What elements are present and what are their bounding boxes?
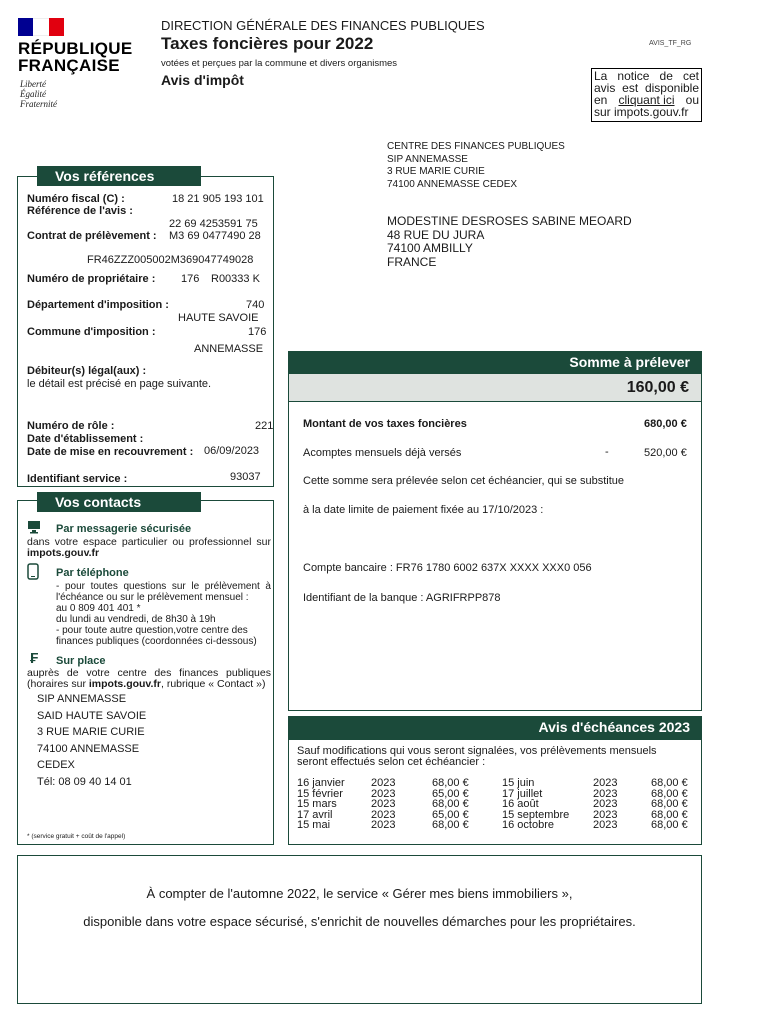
echeance-date: 16 août (502, 798, 539, 810)
contrat-label: Contrat de prélèvement : (27, 230, 157, 242)
sender-line: 3 RUE MARIE CURIE (387, 166, 485, 177)
contacts-title: Vos contacts (37, 492, 201, 512)
somme-amount: 160,00 € (289, 374, 701, 402)
echeance-amount: 68,00 € (432, 819, 469, 831)
somme-text-1: Cette somme sera prélevée selon cet échéancier, qui se substitue (303, 475, 625, 487)
echeance-year: 2023 (593, 808, 618, 821)
echeance-row (502, 819, 688, 831)
commune-label: Commune d'imposition : (27, 326, 156, 338)
logo-devise-3: Fraternité (20, 99, 57, 109)
notice-suffix: ou (685, 93, 699, 107)
echeance-year: 2023 (371, 777, 396, 789)
sender-line: SIP ANNEMASSE (387, 153, 468, 165)
notice-box (591, 68, 702, 122)
franc-icon: ₣ (30, 650, 39, 667)
logo-francaise: FRANÇAISE (18, 56, 120, 75)
etablissement-label: Date d'établissement : (27, 433, 144, 445)
telephone-line: l'échéance ou sur le prélèvement mensuel : (56, 592, 249, 603)
debiteur-label: Débiteur(s) légal(aux) : (27, 365, 147, 377)
logo-devise-2: Égalité (20, 89, 46, 99)
place-line-2 (27, 678, 265, 690)
centre-line: CEDEX (37, 759, 75, 771)
recipient-line: MODESTINE DESROSES SABINE MEOARD (387, 214, 632, 228)
proprietaire-label: Numéro de propriétaire : (27, 273, 156, 285)
echeance-amount: 68,00 € (432, 777, 469, 789)
page-title: Taxes foncières pour 2022 (161, 34, 374, 53)
echeance-amount: 68,00 € (651, 819, 688, 831)
commune-name: ANNEMASSE (194, 343, 264, 355)
montant-value: 680,00 € (644, 418, 687, 430)
echeances-intro (297, 746, 657, 768)
compte-bancaire: Compte bancaire : FR76 1780 6002 637X XXXX XXX0 056 (303, 562, 592, 574)
logo-republique: RÉPUBLIQUE (18, 39, 133, 58)
page-subtitle: votées et perçues par la commune et divers organismes (161, 58, 398, 69)
debiteur-text: le détail est précisé en page suivante. (27, 378, 212, 390)
somme-box (288, 351, 702, 711)
notice-prefix: en (594, 93, 608, 107)
telephone-details (56, 581, 271, 647)
recipient-line: FRANCE (387, 254, 437, 269)
telephone-hours: du lundi au vendredi, de 8h30 à 19h (56, 614, 216, 625)
doc-type: Avis d'impôt (161, 72, 244, 88)
place-prefix: (horaires sur (27, 678, 89, 690)
contrat-value: M3 69 0477490 28 (169, 230, 261, 242)
centre-line: 3 RUE MARIE CURIE (37, 726, 145, 738)
acomptes-sign: - (605, 446, 609, 458)
messagerie-link[interactable]: impots.gouv.fr (27, 547, 100, 559)
role-value: 221 (255, 420, 274, 432)
echeances-intro-line: Sauf modifications qui vous seront signalées, vos prélèvements mensuels (297, 745, 657, 757)
echeance-amount: 68,00 € (651, 787, 688, 800)
contrat-reference: FR46ZZZ005002M369047749028 (87, 254, 254, 266)
centre-line: 74100 ANNEMASSE (37, 742, 140, 755)
computer-icon (27, 520, 41, 534)
service-value: 93037 (230, 471, 261, 483)
echeances-left (297, 777, 469, 831)
flag-logo (18, 18, 64, 36)
echeance-date: 15 mars (297, 798, 337, 810)
sender-line: 74100 ANNEMASSE CEDEX (387, 178, 518, 190)
place-link[interactable]: impots.gouv.fr (88, 678, 161, 690)
commune-code: 176 (248, 326, 267, 338)
logo-devise-1: Liberté (20, 79, 46, 89)
recipient-address (387, 215, 632, 269)
place-line-1: auprès de votre centre des finances publiques (27, 667, 271, 679)
sender-address (387, 141, 565, 191)
echeance-amount: 65,00 € (432, 787, 469, 800)
telephone-line: - pour toute autre question,votre centre des (56, 625, 248, 636)
notice-line-4: sur impots.gouv.fr (594, 105, 689, 119)
echeance-date: 17 juillet (502, 787, 543, 800)
numero-fiscal-label: Numéro fiscal (C) : (27, 193, 125, 205)
echeance-amount: 65,00 € (432, 808, 469, 821)
acomptes-value: 520,00 € (644, 447, 687, 459)
echeance-year: 2023 (593, 798, 618, 810)
centre-line: SIP ANNEMASSE (37, 693, 127, 705)
recouvrement-label: Date de mise en recouvrement : (27, 446, 194, 458)
acomptes-label: Acomptes mensuels déjà versés (303, 447, 462, 459)
telephone-line: - pour toutes questions sur le prélèvement à (56, 581, 271, 592)
echeance-year: 2023 (593, 777, 618, 789)
messagerie-line-1: dans votre espace particulier ou professionnel sur (27, 536, 271, 548)
place-title: Sur place (56, 655, 106, 667)
numero-fiscal-value: 18 21 905 193 101 (172, 193, 264, 205)
echeance-date: 15 juin (502, 777, 535, 789)
notice-link[interactable]: cliquant ici (618, 93, 675, 107)
echeance-amount: 68,00 € (651, 798, 688, 810)
role-label: Numéro de rôle : (27, 420, 115, 432)
echeance-amount: 68,00 € (432, 798, 469, 810)
footnote: * (service gratuit + coût de l'appel) (27, 833, 126, 840)
echeance-date: 17 avril (297, 808, 333, 821)
telephone-number: au 0 809 401 401 * (56, 603, 141, 614)
departement-label: Département d'imposition : (27, 299, 169, 311)
echeances-right (502, 777, 688, 831)
echeance-date: 15 mai (297, 819, 331, 831)
centre-phone: Tél: 08 09 40 14 01 (37, 775, 132, 788)
echeance-year: 2023 (593, 819, 618, 831)
recouvrement-value: 06/09/2023 (204, 445, 260, 457)
echeance-date: 15 septembre (502, 808, 570, 821)
sender-line: CENTRE DES FINANCES PUBLIQUES (387, 141, 565, 152)
centre-line: SAID HAUTE SAVOIE (37, 709, 147, 722)
echeance-date: 15 février (297, 787, 343, 800)
somme-text-2: à la date limite de paiement fixée au 17/10/2023 : (303, 504, 544, 516)
phone-icon (27, 563, 39, 580)
echeance-amount: 68,00 € (651, 808, 688, 821)
form-code: AVIS_TF_RG (649, 40, 692, 47)
echeance-year: 2023 (371, 808, 396, 821)
echeance-amount: 68,00 € (651, 777, 688, 789)
recipient-line: 48 RUE DU JURA (387, 227, 485, 242)
references-title: Vos références (37, 166, 201, 186)
reference-avis-value: 22 69 4253591 75 (169, 218, 258, 230)
direction-title: DIRECTION GÉNÉRALE DES FINANCES PUBLIQUES (161, 18, 485, 33)
service-label: Identifiant service : (27, 473, 128, 485)
messagerie-title: Par messagerie sécurisée (56, 523, 192, 535)
echeance-year: 2023 (371, 787, 396, 800)
montant-label: Montant de vos taxes foncières (303, 418, 467, 430)
echeances-intro-line: seront effectués selon cet échéancier : (297, 756, 486, 768)
telephone-line: finances publiques (coordonnées ci-dessous) (56, 636, 257, 647)
telephone-title: Par téléphone (56, 567, 129, 579)
notice-line-2: avis est disponible (594, 81, 699, 95)
echeance-date: 16 janvier (297, 777, 345, 789)
echeance-date: 16 octobre (502, 819, 554, 831)
departement-name: HAUTE SAVOIE (178, 312, 259, 324)
echeance-year: 2023 (593, 787, 618, 800)
info-box (17, 855, 702, 1004)
info-line-2: disponible dans votre espace sécurisé, s'enrichit de nouvelles démarches pour les propriétaires. (83, 914, 636, 929)
echeance-row (297, 819, 469, 831)
reference-avis-label: Référence de l'avis : (27, 205, 133, 217)
echeance-year: 2023 (371, 819, 396, 831)
notice-line-1: La notice de cet (594, 69, 699, 83)
proprietaire-value-1: 176 (181, 273, 200, 285)
centre-address (37, 691, 146, 790)
recipient-line: 74100 AMBILLY (387, 241, 473, 255)
identifiant-banque: Identifiant de la banque : AGRIFRPP878 (303, 592, 501, 604)
echeances-title: Avis d'échéances 2023 (288, 716, 702, 740)
place-suffix: , rubrique « Contact ») (161, 678, 266, 690)
somme-title: Somme à prélever (288, 351, 702, 374)
proprietaire-value-2: R00333 K (211, 273, 260, 285)
echeance-year: 2023 (371, 798, 396, 810)
info-line-1: À compter de l'automne 2022, le service « Gérer mes biens immobiliers », (146, 886, 573, 901)
departement-code: 740 (246, 299, 265, 311)
